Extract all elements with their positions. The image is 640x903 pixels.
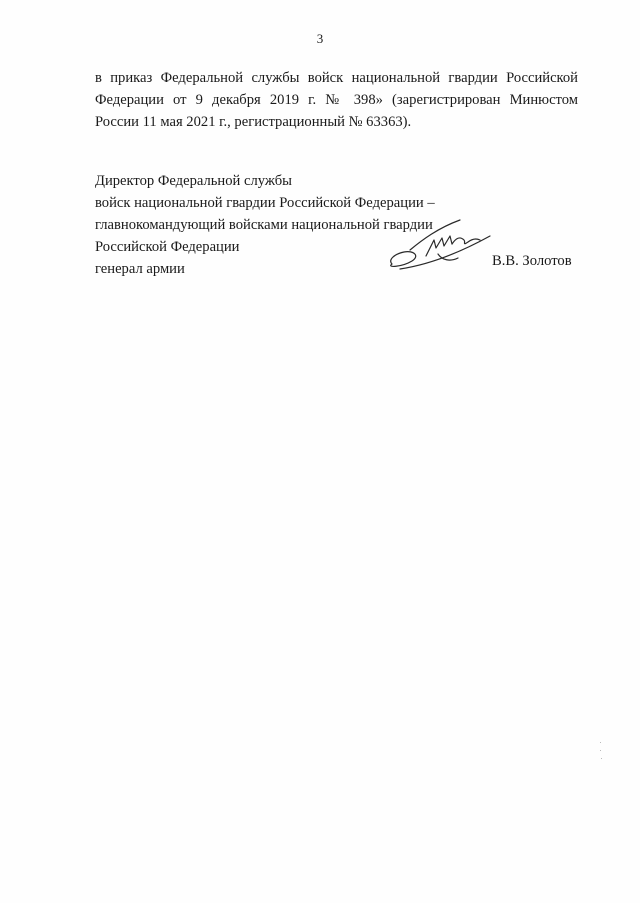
scan-artifact xyxy=(600,742,601,743)
page-number: 3 xyxy=(316,31,324,46)
body-line: России 11 мая 2021 г., регистрационный № 63363). xyxy=(95,114,412,130)
handwritten-signature xyxy=(380,214,495,274)
signatory-title-line: главнокомандующий войсками национальной гвардии xyxy=(95,217,433,233)
signatory-rank: генерал армии xyxy=(95,261,185,277)
body-line: в приказ Федеральной службы войск национальной гвардии Российской xyxy=(95,70,578,86)
body-line: Федерации от 9 декабря 2019 г. № 398» (зарегистрирован Минюстом xyxy=(95,92,578,108)
signatory-title-line: войск национальной гвардии Российской Федерации – xyxy=(95,195,435,211)
signer-name: В.В. Золотов xyxy=(492,253,572,269)
signatory-title-line: Директор Федеральной службы xyxy=(95,173,292,189)
signatory-title-line: Российской Федерации xyxy=(95,239,240,255)
scan-artifact xyxy=(600,750,601,751)
body-paragraph xyxy=(95,67,578,133)
scan-artifact xyxy=(601,758,602,759)
